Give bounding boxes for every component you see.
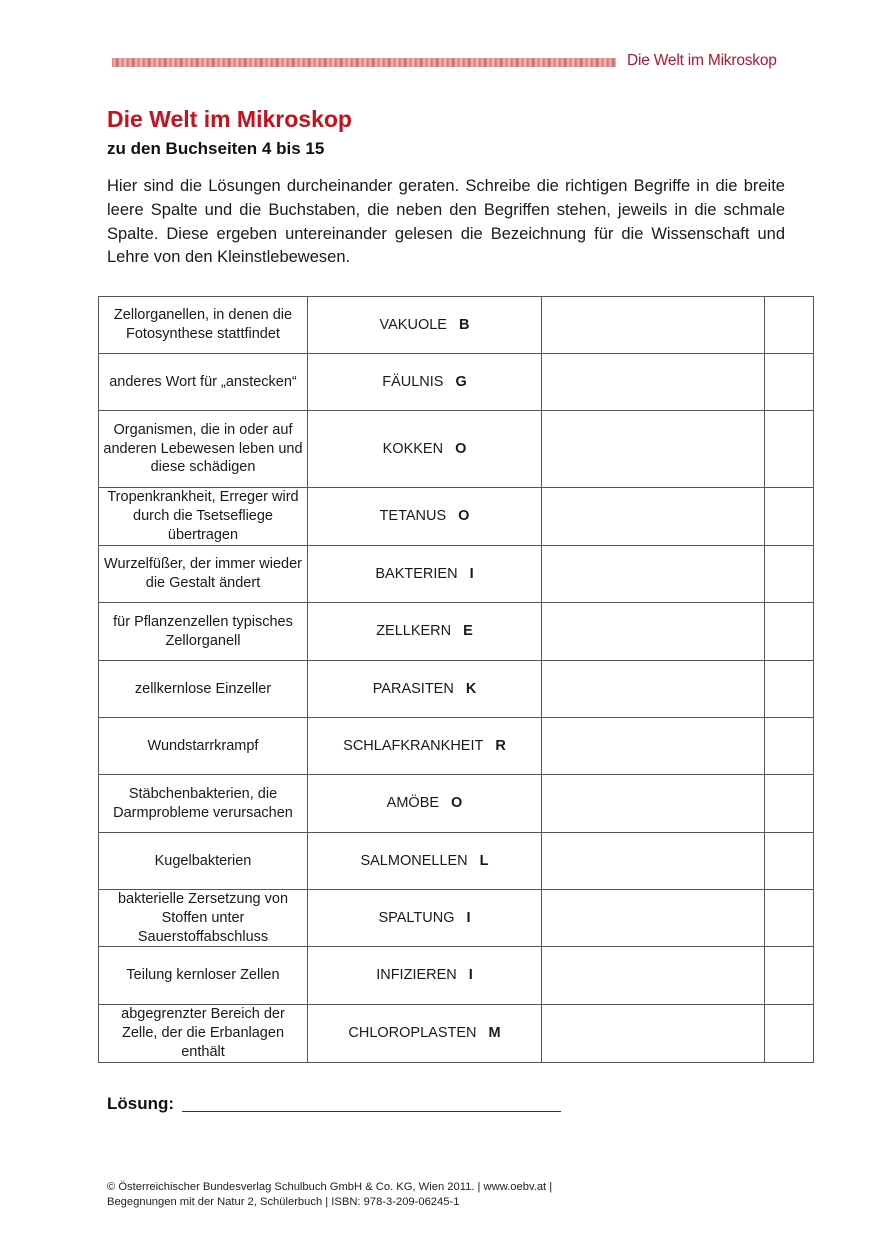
solution-label: Lösung: <box>107 1094 175 1113</box>
clue-cell: Wurzelfüßer, der immer wieder die Gestalt ändert <box>99 546 308 603</box>
answer-letter-cell[interactable] <box>765 833 814 890</box>
term-cell <box>308 354 542 411</box>
answer-cell[interactable] <box>542 297 765 354</box>
clue-cell: Kugelbakterien <box>99 833 308 890</box>
solution-answer-line[interactable] <box>182 1111 561 1112</box>
instructions-text: Hier sind die Lösungen durcheinander geraten. Schreibe die richtigen Begriffe in die breite leere Spalte und die Buchstaben, die neben den Begriffen stehen, jeweils in die schmale Spalte. Diese ergeben untereinander gelesen die Bezeichnung für die Wissenschaft und Lehre von den Kleinstlebewesen. <box>107 177 785 267</box>
term-cell <box>308 661 542 718</box>
clue-cell: Teilung kernloser Zellen <box>99 947 308 1005</box>
table-row <box>99 661 814 718</box>
term-letter: O <box>455 440 467 457</box>
clue-cell: Stäbchenbakterien, die Darmprobleme verursachen <box>99 775 308 833</box>
answer-cell[interactable] <box>542 488 765 546</box>
scrambled-term: BAKTERIEN <box>375 565 458 582</box>
answer-letter-cell[interactable] <box>765 603 814 661</box>
answer-cell[interactable] <box>542 947 765 1005</box>
term-letter: G <box>455 373 467 390</box>
answer-letter-cell[interactable] <box>765 411 814 488</box>
quiz-table-body <box>99 297 814 1063</box>
clue-cell: zellkernlose Einzeller <box>99 661 308 718</box>
answer-cell[interactable] <box>542 718 765 775</box>
answer-cell[interactable] <box>542 1005 765 1062</box>
term-letter: I <box>468 967 473 984</box>
term-letter: B <box>458 316 470 333</box>
scrambled-term: FÄULNIS <box>382 373 444 390</box>
term-cell <box>308 947 542 1005</box>
clue-cell: anderes Wort für „anstecken“ <box>99 354 308 411</box>
term-cell <box>308 297 542 354</box>
answer-cell[interactable] <box>542 833 765 890</box>
term-letter: I <box>469 565 474 582</box>
term-cell <box>308 488 542 546</box>
term-cell <box>308 603 542 661</box>
answer-letter-cell[interactable] <box>765 947 814 1005</box>
term-cell <box>308 546 542 603</box>
scrambled-term: INFIZIEREN <box>376 967 457 984</box>
term-cell <box>308 411 542 488</box>
table-row <box>99 546 814 603</box>
table-row <box>99 411 814 488</box>
answer-cell[interactable] <box>542 354 765 411</box>
scrambled-term: TETANUS <box>379 508 447 525</box>
term-cell <box>308 890 542 947</box>
page-title: Die Welt im Mikroskop <box>107 106 352 132</box>
table-row <box>99 354 814 411</box>
clue-cell: Wundstarrkrampf <box>99 718 308 775</box>
table-row <box>99 1005 814 1062</box>
table-row <box>99 488 814 546</box>
table-row <box>99 833 814 890</box>
clue-cell: bakterielle Zersetzung von Stoffen unter Sauerstoffabschluss <box>99 890 308 947</box>
answer-letter-cell[interactable] <box>765 297 814 354</box>
table-row <box>99 775 814 833</box>
table-row <box>99 947 814 1005</box>
answer-letter-cell[interactable] <box>765 1005 814 1062</box>
scrambled-term: SCHLAFKRANKHEIT <box>343 737 484 754</box>
answer-letter-cell[interactable] <box>765 546 814 603</box>
answer-letter-cell[interactable] <box>765 488 814 546</box>
scrambled-term: KOKKEN <box>382 440 444 457</box>
clue-cell: Organismen, die in oder auf anderen Lebewesen leben und diese schädigen <box>99 411 308 488</box>
scrambled-term: VAKUOLE <box>379 316 447 333</box>
answer-cell[interactable] <box>542 890 765 947</box>
answer-cell[interactable] <box>542 603 765 661</box>
term-cell <box>308 775 542 833</box>
term-letter: K <box>465 680 477 697</box>
answer-letter-cell[interactable] <box>765 661 814 718</box>
clue-cell: abgegrenzter Bereich der Zelle, der die Erbanlagen enthält <box>99 1005 308 1062</box>
header-decorative-bar <box>112 58 616 67</box>
answer-letter-cell[interactable] <box>765 354 814 411</box>
answer-letter-cell[interactable] <box>765 890 814 947</box>
clue-cell: Tropenkrankheit, Erreger wird durch die Tsetsefliege übertragen <box>99 488 308 546</box>
term-letter: L <box>479 852 489 869</box>
term-letter: R <box>495 737 506 754</box>
scrambled-term: CHLOROPLASTEN <box>348 1025 477 1042</box>
term-letter: E <box>463 623 473 640</box>
answer-cell[interactable] <box>542 411 765 488</box>
scrambled-term: AMÖBE <box>386 795 440 812</box>
scrambled-term: SPALTUNG <box>378 909 455 926</box>
scrambled-term: SALMONELLEN <box>360 852 468 869</box>
clue-cell: für Pflanzenzellen typisches Zellorganell <box>99 603 308 661</box>
table-row <box>99 297 814 354</box>
answer-letter-cell[interactable] <box>765 718 814 775</box>
scrambled-term: PARASITEN <box>372 680 454 697</box>
answer-cell[interactable] <box>542 661 765 718</box>
term-letter: O <box>451 795 463 812</box>
header-brand-title: Die Welt im Mikroskop <box>627 52 777 69</box>
answer-letter-cell[interactable] <box>765 775 814 833</box>
table-row <box>99 718 814 775</box>
answer-cell[interactable] <box>542 775 765 833</box>
table-row <box>99 603 814 661</box>
page-subtitle: zu den Buchseiten 4 bis 15 <box>107 139 325 158</box>
clue-cell: Zellorganellen, in denen die Fotosynthese stattfindet <box>99 297 308 354</box>
scrambled-term: ZELLKERN <box>376 623 452 640</box>
term-cell <box>308 718 542 775</box>
footer-book-info: Begegnungen mit der Natur 2, Schülerbuch | ISBN: 978-3-209-06245-1 <box>107 1195 460 1208</box>
term-letter: I <box>466 909 471 926</box>
term-letter: M <box>488 1025 501 1042</box>
table-row <box>99 890 814 947</box>
quiz-table <box>98 296 814 1063</box>
footer <box>107 1180 552 1209</box>
term-letter: O <box>458 508 470 525</box>
answer-cell[interactable] <box>542 546 765 603</box>
footer-copyright: © Österreichischer Bundesverlag Schulbuch GmbH & Co. KG, Wien 2011. | www.oebv.at | <box>107 1181 553 1193</box>
term-cell <box>308 1005 542 1062</box>
term-cell <box>308 833 542 890</box>
